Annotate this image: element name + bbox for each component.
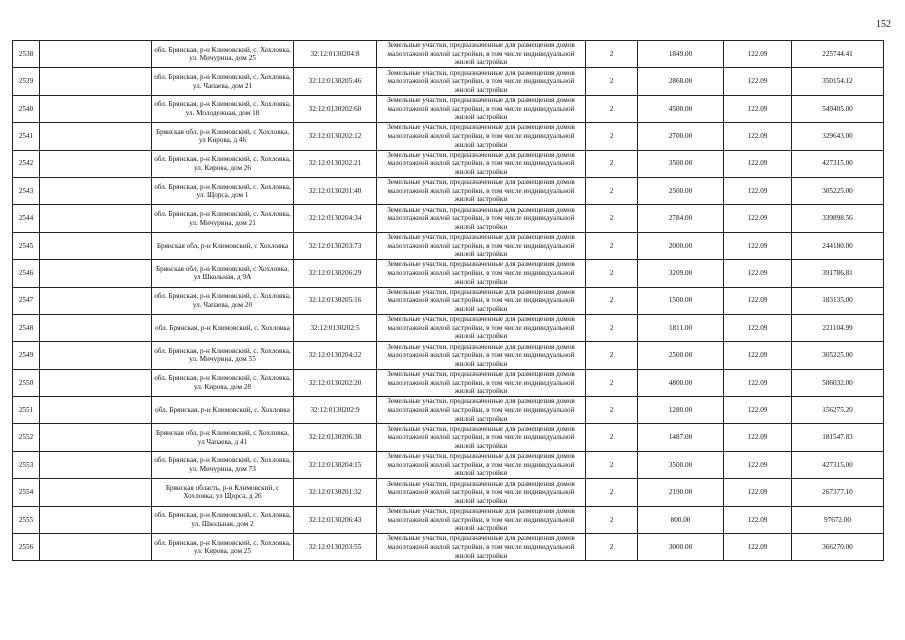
cadastral-number-cell: 32:12:0130204:15 (294, 451, 377, 478)
land-use-cell: Земельные участки, предназначенные для размещения домов малоэтажной жилой застройки, в том числе индивидуальной жилой застройки (377, 41, 586, 68)
land-use-cell: Земельные участки, предназначенные для размещения домов малоэтажной жилой застройки, в том числе индивидуальной жилой застройки (377, 95, 586, 122)
row-number-cell: 2552 (13, 424, 40, 451)
address-cell: обл. Брянская, р-н Климовский, с. Хохловка, ул. Чапаева, дом 21 (152, 68, 294, 95)
table-row (13, 41, 884, 68)
table-row (13, 232, 884, 259)
group-cell: 2 (586, 506, 638, 533)
blank-cell (40, 369, 152, 396)
cadastral-value-cell: 391786.81 (792, 260, 884, 287)
rate-cell: 122.09 (724, 287, 792, 314)
cadastral-number-cell: 32:12:0130204:8 (294, 41, 377, 68)
cadastral-value-cell: 97672.00 (792, 506, 884, 533)
rate-cell: 122.09 (724, 314, 792, 341)
area-cell: 2868.00 (638, 68, 724, 95)
address-cell: Брянская обл, р-н Климовский, с Хохловка, ул Школьная, д 9А (152, 260, 294, 287)
table-row (13, 479, 884, 506)
cadastral-value-cell: 305225.00 (792, 177, 884, 204)
land-use-cell: Земельные участки, предназначенные для размещения домов малоэтажной жилой застройки, в том числе индивидуальной жилой застройки (377, 232, 586, 259)
cadastral-value-cell: 221104.99 (792, 314, 884, 341)
address-cell: обл. Брянская, р-н Климовский, с. Хохловка, ул. Кирова, дом 26 (152, 150, 294, 177)
cadastral-number-cell: 32:12:0130206:29 (294, 260, 377, 287)
row-number-cell: 2551 (13, 397, 40, 424)
land-use-cell: Земельные участки, предназначенные для размещения домов малоэтажной жилой застройки, в том числе индивидуальной жилой застройки (377, 534, 586, 561)
table-row (13, 260, 884, 287)
group-cell: 2 (586, 451, 638, 478)
table-row (13, 451, 884, 478)
cadastral-value-cell: 366270.00 (792, 534, 884, 561)
rate-cell: 122.09 (724, 95, 792, 122)
cadastral-value-table (12, 40, 884, 561)
address-cell: обл. Брянская, р-н Климовский, с. Хохловка, ул. Кирова, дом 25 (152, 534, 294, 561)
blank-cell (40, 177, 152, 204)
cadastral-number-cell: 32:12:0130206:38 (294, 424, 377, 451)
address-cell: Брянская область, р-н Климовский, с Хохловка, ул Щорса, д 26 (152, 479, 294, 506)
group-cell: 2 (586, 205, 638, 232)
area-cell: 4500.00 (638, 95, 724, 122)
page-number: 152 (876, 19, 891, 30)
rate-cell: 122.09 (724, 232, 792, 259)
address-cell: Брянская обл, р-н Климовский, с Хохловка, ул Чапаева, д 41 (152, 424, 294, 451)
cadastral-value-cell: 181547.83 (792, 424, 884, 451)
table-row (13, 95, 884, 122)
cadastral-value-cell: 339898.56 (792, 205, 884, 232)
area-cell: 1487.00 (638, 424, 724, 451)
address-cell: обл. Брянская, р-н Климовский, с. Хохловка, ул. Мичурина, дом 55 (152, 342, 294, 369)
cadastral-value-cell: 225744.41 (792, 41, 884, 68)
area-cell: 2500.00 (638, 342, 724, 369)
address-cell: обл. Брянская, р-н Климовский, с. Хохловка, ул. Мичурина, дом 73 (152, 451, 294, 478)
area-cell: 800.00 (638, 506, 724, 533)
address-cell: обл. Брянская, р-н Климовский, с. Хохловка, ул. Чапаева, дом 20 (152, 287, 294, 314)
blank-cell (40, 205, 152, 232)
table-row (13, 424, 884, 451)
address-cell: обл. Брянская, р-н Климовский, с. Хохловка, ул. Школьная, дом 2 (152, 506, 294, 533)
cadastral-number-cell: 32:12:0130201:40 (294, 177, 377, 204)
table-row (13, 205, 884, 232)
address-cell: обл. Брянская, р-н Климовский, с. Хохловка, ул. Мичурина, дом 25 (152, 41, 294, 68)
land-use-cell: Земельные участки, предназначенные для размещения домов малоэтажной жилой застройки, в том числе индивидуальной жилой застройки (377, 397, 586, 424)
row-number-cell: 2543 (13, 177, 40, 204)
rate-cell: 122.09 (724, 41, 792, 68)
cadastral-number-cell: 32:12:0130203:73 (294, 232, 377, 259)
table-row (13, 342, 884, 369)
address-cell: обл. Брянская, р-н Климовский, с. Хохловка (152, 314, 294, 341)
table-row (13, 123, 884, 150)
row-number-cell: 2546 (13, 260, 40, 287)
group-cell: 2 (586, 287, 638, 314)
cadastral-number-cell: 32:12:0130205:16 (294, 287, 377, 314)
row-number-cell: 2549 (13, 342, 40, 369)
row-number-cell: 2550 (13, 369, 40, 396)
address-cell: Брянская обл, р-н Климовский, с Хохловка (152, 232, 294, 259)
group-cell: 2 (586, 150, 638, 177)
rate-cell: 122.09 (724, 534, 792, 561)
rate-cell: 122.09 (724, 177, 792, 204)
cadastral-value-cell: 305225.00 (792, 342, 884, 369)
table-row (13, 397, 884, 424)
area-cell: 3500.00 (638, 451, 724, 478)
land-use-cell: Земельные участки, предназначенные для размещения домов малоэтажной жилой застройки, в том числе индивидуальной жилой застройки (377, 506, 586, 533)
blank-cell (40, 506, 152, 533)
rate-cell: 122.09 (724, 68, 792, 95)
table-row (13, 68, 884, 95)
land-use-cell: Земельные участки, предназначенные для размещения домов малоэтажной жилой застройки, в том числе индивидуальной жилой застройки (377, 123, 586, 150)
rate-cell: 122.09 (724, 342, 792, 369)
row-number-cell: 2554 (13, 479, 40, 506)
area-cell: 1280.00 (638, 397, 724, 424)
group-cell: 2 (586, 41, 638, 68)
group-cell: 2 (586, 123, 638, 150)
area-cell: 1500.00 (638, 287, 724, 314)
cadastral-number-cell: 32:12:0130202:60 (294, 95, 377, 122)
group-cell: 2 (586, 260, 638, 287)
rate-cell: 122.09 (724, 424, 792, 451)
area-cell: 2700.00 (638, 123, 724, 150)
land-use-cell: Земельные участки, предназначенные для размещения домов малоэтажной жилой застройки, в том числе индивидуальной жилой застройки (377, 205, 586, 232)
cadastral-value-cell: 350154.12 (792, 68, 884, 95)
table-body (13, 41, 884, 561)
group-cell: 2 (586, 68, 638, 95)
area-cell: 3500.00 (638, 150, 724, 177)
blank-cell (40, 260, 152, 287)
cadastral-value-cell: 329643.00 (792, 123, 884, 150)
row-number-cell: 2547 (13, 287, 40, 314)
group-cell: 2 (586, 534, 638, 561)
table-row (13, 177, 884, 204)
group-cell: 2 (586, 369, 638, 396)
blank-cell (40, 95, 152, 122)
cadastral-value-cell: 267377.10 (792, 479, 884, 506)
cadastral-number-cell: 32:12:0130203:55 (294, 534, 377, 561)
address-cell: обл. Брянская, р-н Климовский, с. Хохловка (152, 397, 294, 424)
land-use-cell: Земельные участки, предназначенные для размещения домов малоэтажной жилой застройки, в том числе индивидуальной жилой застройки (377, 314, 586, 341)
cadastral-value-cell: 183135.00 (792, 287, 884, 314)
address-cell: обл. Брянская, р-н Климовский, с. Хохловка, ул. Молодежная, дом 18 (152, 95, 294, 122)
cadastral-number-cell: 32:12:0130201:32 (294, 479, 377, 506)
blank-cell (40, 451, 152, 478)
cadastral-number-cell: 32:12:0130202:20 (294, 369, 377, 396)
row-number-cell: 2540 (13, 95, 40, 122)
address-cell: Брянская обл, р-н Климовский, с Хохловка, ул Кирова, д 46 (152, 123, 294, 150)
area-cell: 1849.00 (638, 41, 724, 68)
cadastral-value-cell: 427315.00 (792, 451, 884, 478)
rate-cell: 122.09 (724, 260, 792, 287)
land-use-cell: Земельные участки, предназначенные для размещения домов малоэтажной жилой застройки, в том числе индивидуальной жилой застройки (377, 342, 586, 369)
row-number-cell: 2539 (13, 68, 40, 95)
land-use-cell: Земельные участки, предназначенные для размещения домов малоэтажной жилой застройки, в том числе индивидуальной жилой застройки (377, 68, 586, 95)
rate-cell: 122.09 (724, 397, 792, 424)
group-cell: 2 (586, 314, 638, 341)
cadastral-value-cell: 549405.00 (792, 95, 884, 122)
blank-cell (40, 41, 152, 68)
row-number-cell: 2548 (13, 314, 40, 341)
rate-cell: 122.09 (724, 451, 792, 478)
area-cell: 1811.00 (638, 314, 724, 341)
row-number-cell: 2545 (13, 232, 40, 259)
blank-cell (40, 150, 152, 177)
area-cell: 2000.00 (638, 232, 724, 259)
land-use-cell: Земельные участки, предназначенные для размещения домов малоэтажной жилой застройки, в том числе индивидуальной жилой застройки (377, 369, 586, 396)
table-row (13, 534, 884, 561)
group-cell: 2 (586, 479, 638, 506)
cadastral-number-cell: 32:12:0130206:43 (294, 506, 377, 533)
group-cell: 2 (586, 342, 638, 369)
table-row (13, 506, 884, 533)
area-cell: 4800.00 (638, 369, 724, 396)
land-use-cell: Земельные участки, предназначенные для размещения домов малоэтажной жилой застройки, в том числе индивидуальной жилой застройки (377, 150, 586, 177)
cadastral-value-cell: 244180.00 (792, 232, 884, 259)
blank-cell (40, 287, 152, 314)
cadastral-value-cell: 586032.00 (792, 369, 884, 396)
group-cell: 2 (586, 424, 638, 451)
row-number-cell: 2544 (13, 205, 40, 232)
group-cell: 2 (586, 232, 638, 259)
address-cell: обл. Брянская, р-н Климовский, с. Хохловка, ул. Щорса, дом 1 (152, 177, 294, 204)
table-row (13, 369, 884, 396)
cadastral-number-cell: 32:12:0130204:22 (294, 342, 377, 369)
blank-cell (40, 342, 152, 369)
blank-cell (40, 479, 152, 506)
group-cell: 2 (586, 95, 638, 122)
area-cell: 2500.00 (638, 177, 724, 204)
cadastral-number-cell: 32:12:0130205:46 (294, 68, 377, 95)
blank-cell (40, 68, 152, 95)
cadastral-number-cell: 32:12:0130202:5 (294, 314, 377, 341)
cadastral-value-cell: 427315.00 (792, 150, 884, 177)
blank-cell (40, 232, 152, 259)
cadastral-number-cell: 32:12:0130204:34 (294, 205, 377, 232)
cadastral-number-cell: 32:12:0130202:12 (294, 123, 377, 150)
land-use-cell: Земельные участки, предназначенные для размещения домов малоэтажной жилой застройки, в том числе индивидуальной жилой застройки (377, 260, 586, 287)
row-number-cell: 2555 (13, 506, 40, 533)
rate-cell: 122.09 (724, 506, 792, 533)
table-row (13, 314, 884, 341)
rate-cell: 122.09 (724, 479, 792, 506)
land-use-cell: Земельные участки, предназначенные для размещения домов малоэтажной жилой застройки, в том числе индивидуальной жилой застройки (377, 451, 586, 478)
blank-cell (40, 534, 152, 561)
address-cell: обл. Брянская, р-н Климовский, с. Хохловка, ул. Кирова, дом 28 (152, 369, 294, 396)
land-use-cell: Земельные участки, предназначенные для размещения домов малоэтажной жилой застройки, в том числе индивидуальной жилой застройки (377, 479, 586, 506)
blank-cell (40, 424, 152, 451)
area-cell: 3209.00 (638, 260, 724, 287)
row-number-cell: 2542 (13, 150, 40, 177)
land-use-cell: Земельные участки, предназначенные для размещения домов малоэтажной жилой застройки, в том числе индивидуальной жилой застройки (377, 177, 586, 204)
cadastral-number-cell: 32:12:0130202:9 (294, 397, 377, 424)
area-cell: 3000.00 (638, 534, 724, 561)
blank-cell (40, 123, 152, 150)
cadastral-number-cell: 32:12:0130202:21 (294, 150, 377, 177)
rate-cell: 122.09 (724, 205, 792, 232)
rate-cell: 122.09 (724, 369, 792, 396)
address-cell: обл. Брянская, р-н Климовский, с. Хохловка, ул. Мичурина, дом 21 (152, 205, 294, 232)
area-cell: 2784.00 (638, 205, 724, 232)
row-number-cell: 2553 (13, 451, 40, 478)
row-number-cell: 2556 (13, 534, 40, 561)
table-row (13, 150, 884, 177)
rate-cell: 122.09 (724, 150, 792, 177)
row-number-cell: 2541 (13, 123, 40, 150)
land-use-cell: Земельные участки, предназначенные для размещения домов малоэтажной жилой застройки, в том числе индивидуальной жилой застройки (377, 287, 586, 314)
group-cell: 2 (586, 397, 638, 424)
cadastral-value-cell: 156275.20 (792, 397, 884, 424)
area-cell: 2190.00 (638, 479, 724, 506)
blank-cell (40, 397, 152, 424)
table-row (13, 287, 884, 314)
row-number-cell: 2538 (13, 41, 40, 68)
blank-cell (40, 314, 152, 341)
group-cell: 2 (586, 177, 638, 204)
land-use-cell: Земельные участки, предназначенные для размещения домов малоэтажной жилой застройки, в том числе индивидуальной жилой застройки (377, 424, 586, 451)
rate-cell: 122.09 (724, 123, 792, 150)
